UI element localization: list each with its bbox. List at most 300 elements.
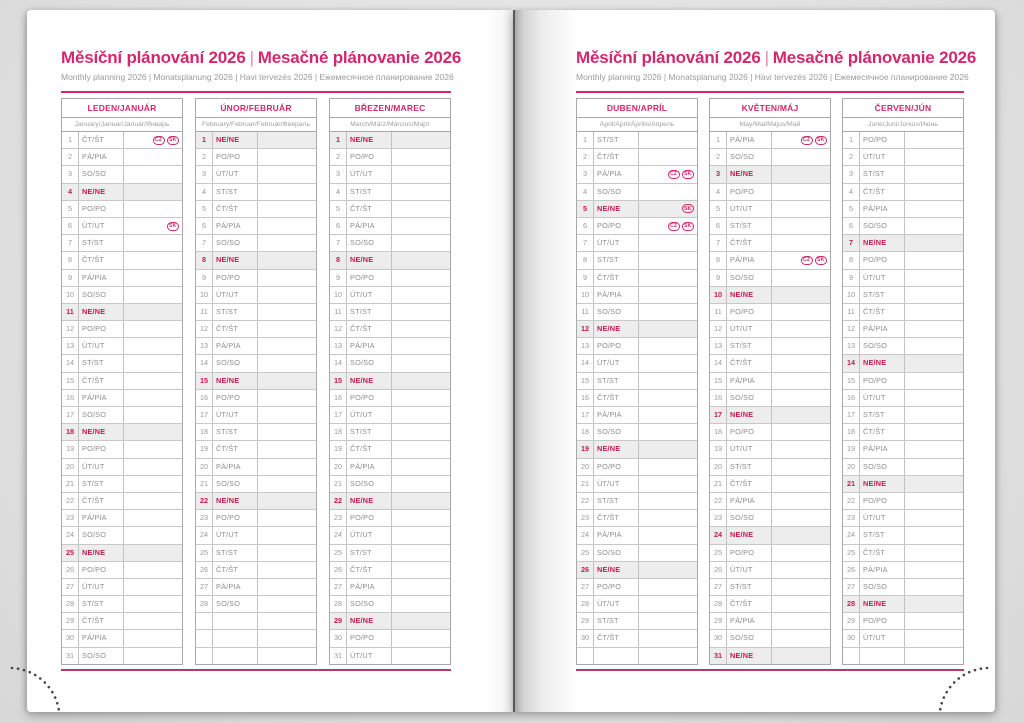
day-row bbox=[196, 509, 316, 526]
day-row bbox=[843, 148, 963, 165]
day-number: 9 bbox=[196, 270, 213, 286]
notes-cell bbox=[392, 527, 450, 543]
notes-cell bbox=[392, 252, 450, 268]
day-number: 21 bbox=[710, 476, 727, 492]
day-number: 4 bbox=[710, 184, 727, 200]
notes-cell bbox=[905, 630, 963, 646]
day-abbr: NE/NE bbox=[347, 493, 392, 509]
day-row bbox=[196, 148, 316, 165]
day-abbr: NE/NE bbox=[594, 201, 639, 217]
day-row bbox=[577, 354, 697, 371]
month-calendar-march bbox=[329, 98, 451, 665]
day-number: 18 bbox=[196, 424, 213, 440]
day-abbr: ČT/ŠT bbox=[213, 321, 258, 337]
day-abbr: PÁ/PIA bbox=[79, 510, 124, 526]
day-abbr: PÁ/PIA bbox=[347, 459, 392, 475]
day-abbr: SO/SO bbox=[213, 355, 258, 371]
day-number: 30 bbox=[330, 630, 347, 646]
day-number: 10 bbox=[196, 287, 213, 303]
notes-cell bbox=[905, 338, 963, 354]
day-number: 3 bbox=[577, 166, 594, 182]
day-number: 7 bbox=[843, 235, 860, 251]
day-abbr: ÚT/UT bbox=[79, 579, 124, 595]
notes-cell bbox=[258, 596, 316, 612]
day-abbr: ÚT/UT bbox=[727, 201, 772, 217]
notes-cell bbox=[124, 304, 182, 320]
day-number: 23 bbox=[710, 510, 727, 526]
day-number: 19 bbox=[577, 441, 594, 457]
day-row bbox=[330, 286, 450, 303]
day-abbr: ÚT/UT bbox=[347, 287, 392, 303]
day-abbr: SO/SO bbox=[213, 596, 258, 612]
notes-cell bbox=[392, 545, 450, 561]
notes-cell bbox=[258, 407, 316, 423]
day-row bbox=[710, 337, 830, 354]
day-row bbox=[710, 492, 830, 509]
day-abbr: NE/NE bbox=[347, 132, 392, 148]
month-subtitle: April/April/Április/Апрель bbox=[577, 118, 697, 132]
day-row bbox=[196, 286, 316, 303]
day-number bbox=[843, 648, 860, 664]
holiday-badge-sk: SK bbox=[682, 204, 694, 213]
page-subtitle: Monthly planning 2026 | Monatsplanung 2026 | Havi tervezés 2026 | Ежемесячное планирование 2026 bbox=[61, 72, 454, 82]
notes-cell bbox=[124, 476, 182, 492]
day-row bbox=[843, 612, 963, 629]
notes-cell bbox=[905, 252, 963, 268]
notes-cell bbox=[772, 235, 830, 251]
notes-cell bbox=[258, 201, 316, 217]
day-number: 18 bbox=[710, 424, 727, 440]
day-row bbox=[62, 132, 182, 148]
day-number: 8 bbox=[843, 252, 860, 268]
day-row bbox=[196, 337, 316, 354]
day-abbr: NE/NE bbox=[79, 424, 124, 440]
day-abbr: ČT/ŠT bbox=[213, 441, 258, 457]
day-number: 11 bbox=[62, 304, 79, 320]
notes-cell bbox=[392, 338, 450, 354]
day-number: 9 bbox=[330, 270, 347, 286]
day-row bbox=[330, 337, 450, 354]
title-separator: | bbox=[249, 48, 254, 67]
day-row bbox=[710, 389, 830, 406]
day-row bbox=[577, 544, 697, 561]
notes-cell bbox=[124, 424, 182, 440]
day-number: 2 bbox=[577, 149, 594, 165]
day-abbr: ST/ST bbox=[79, 596, 124, 612]
day-row bbox=[577, 578, 697, 595]
day-number: 22 bbox=[196, 493, 213, 509]
planner-page-right bbox=[513, 10, 995, 712]
notes-cell bbox=[772, 184, 830, 200]
day-row bbox=[330, 165, 450, 182]
notes-cell bbox=[905, 459, 963, 475]
day-row bbox=[62, 183, 182, 200]
empty-row bbox=[577, 647, 697, 664]
day-number: 8 bbox=[577, 252, 594, 268]
day-number: 9 bbox=[843, 270, 860, 286]
notes-cell bbox=[258, 493, 316, 509]
day-abbr: SO/SO bbox=[594, 545, 639, 561]
notes-cell bbox=[905, 510, 963, 526]
day-row bbox=[196, 251, 316, 268]
day-abbr: ČT/ŠT bbox=[79, 493, 124, 509]
day-row bbox=[62, 440, 182, 457]
day-row bbox=[62, 320, 182, 337]
notes-cell bbox=[124, 235, 182, 251]
notes-cell bbox=[258, 287, 316, 303]
day-abbr: ÚT/UT bbox=[727, 562, 772, 578]
notes-cell bbox=[392, 390, 450, 406]
day-row bbox=[330, 183, 450, 200]
day-number: 19 bbox=[330, 441, 347, 457]
day-number: 30 bbox=[577, 630, 594, 646]
day-row bbox=[62, 561, 182, 578]
day-row bbox=[577, 389, 697, 406]
notes-cell bbox=[772, 407, 830, 423]
day-number: 27 bbox=[577, 579, 594, 595]
notes-cell bbox=[772, 321, 830, 337]
day-abbr: PÁ/PIA bbox=[727, 252, 772, 268]
day-row bbox=[577, 286, 697, 303]
notes-cell bbox=[772, 390, 830, 406]
notes-cell bbox=[124, 252, 182, 268]
day-row bbox=[62, 337, 182, 354]
notes-cell bbox=[772, 493, 830, 509]
notes-cell bbox=[639, 493, 697, 509]
holiday-badge-sk: SK bbox=[815, 256, 827, 265]
day-row bbox=[577, 475, 697, 492]
notes-cell bbox=[905, 424, 963, 440]
notes-cell bbox=[639, 596, 697, 612]
day-abbr: SO/SO bbox=[727, 630, 772, 646]
day-number: 3 bbox=[196, 166, 213, 182]
day-number: 16 bbox=[62, 390, 79, 406]
day-abbr: ÚT/UT bbox=[213, 527, 258, 543]
day-row bbox=[196, 423, 316, 440]
day-row bbox=[843, 595, 963, 612]
day-number: 25 bbox=[196, 545, 213, 561]
day-abbr: ÚT/UT bbox=[213, 287, 258, 303]
notes-cell bbox=[124, 184, 182, 200]
day-abbr: NE/NE bbox=[213, 373, 258, 389]
day-row bbox=[62, 389, 182, 406]
day-row bbox=[196, 234, 316, 251]
day-abbr: PO/PO bbox=[860, 493, 905, 509]
month-name: KVĚTEN/MÁJ bbox=[710, 99, 830, 118]
day-row bbox=[710, 509, 830, 526]
notes-cell bbox=[905, 321, 963, 337]
day-abbr: ČT/ŠT bbox=[727, 355, 772, 371]
day-abbr: ST/ST bbox=[594, 373, 639, 389]
notes-cell bbox=[772, 287, 830, 303]
day-abbr: ČT/ŠT bbox=[860, 424, 905, 440]
notes-cell bbox=[639, 648, 697, 664]
day-row bbox=[577, 183, 697, 200]
day-row bbox=[843, 526, 963, 543]
day-row bbox=[843, 200, 963, 217]
day-number: 11 bbox=[196, 304, 213, 320]
day-number: 17 bbox=[330, 407, 347, 423]
day-row bbox=[710, 286, 830, 303]
day-row bbox=[330, 132, 450, 148]
day-number bbox=[196, 613, 213, 629]
day-number: 18 bbox=[843, 424, 860, 440]
day-number: 23 bbox=[577, 510, 594, 526]
notes-cell bbox=[258, 304, 316, 320]
day-row bbox=[710, 372, 830, 389]
day-row bbox=[330, 440, 450, 457]
day-abbr: PO/PO bbox=[727, 304, 772, 320]
notes-cell bbox=[392, 132, 450, 148]
notes-cell bbox=[258, 510, 316, 526]
day-row bbox=[196, 561, 316, 578]
day-abbr: ÚT/UT bbox=[594, 596, 639, 612]
notes-cell bbox=[392, 562, 450, 578]
notes-cell bbox=[124, 441, 182, 457]
day-abbr: SO/SO bbox=[860, 459, 905, 475]
day-number bbox=[577, 648, 594, 664]
notes-cell bbox=[905, 596, 963, 612]
day-abbr: PÁ/PIA bbox=[594, 166, 639, 182]
notes-cell bbox=[905, 407, 963, 423]
day-abbr: ČT/ŠT bbox=[727, 596, 772, 612]
notes-cell bbox=[905, 441, 963, 457]
notes-cell bbox=[772, 132, 830, 148]
day-abbr: PO/PO bbox=[213, 149, 258, 165]
notes-cell bbox=[392, 373, 450, 389]
day-number: 1 bbox=[710, 132, 727, 148]
day-number: 2 bbox=[196, 149, 213, 165]
day-row bbox=[62, 251, 182, 268]
day-abbr: PO/PO bbox=[860, 373, 905, 389]
day-row bbox=[843, 629, 963, 646]
day-number: 30 bbox=[710, 630, 727, 646]
day-abbr: PO/PO bbox=[347, 149, 392, 165]
day-number: 21 bbox=[330, 476, 347, 492]
notes-cell bbox=[124, 218, 182, 234]
notes-cell bbox=[124, 132, 182, 148]
day-abbr: SO/SO bbox=[860, 338, 905, 354]
notes-cell bbox=[392, 166, 450, 182]
notes-cell bbox=[124, 166, 182, 182]
day-number: 24 bbox=[843, 527, 860, 543]
day-row bbox=[843, 320, 963, 337]
day-number: 26 bbox=[843, 562, 860, 578]
day-row bbox=[710, 148, 830, 165]
notes-cell bbox=[639, 562, 697, 578]
notes-cell bbox=[258, 338, 316, 354]
day-abbr: SO/SO bbox=[594, 304, 639, 320]
day-row bbox=[62, 354, 182, 371]
day-abbr: ST/ST bbox=[860, 166, 905, 182]
notes-cell bbox=[639, 304, 697, 320]
day-abbr: ÚT/UT bbox=[727, 321, 772, 337]
day-abbr: SO/SO bbox=[213, 476, 258, 492]
notes-cell bbox=[258, 613, 316, 629]
day-number: 17 bbox=[577, 407, 594, 423]
notes-cell bbox=[258, 390, 316, 406]
day-abbr: ČT/ŠT bbox=[860, 184, 905, 200]
day-row bbox=[577, 217, 697, 234]
day-number: 7 bbox=[196, 235, 213, 251]
day-number: 3 bbox=[62, 166, 79, 182]
day-number: 25 bbox=[577, 545, 594, 561]
day-number: 23 bbox=[62, 510, 79, 526]
day-row bbox=[843, 544, 963, 561]
day-number: 20 bbox=[62, 459, 79, 475]
day-abbr: ST/ST bbox=[594, 493, 639, 509]
day-row bbox=[577, 612, 697, 629]
day-row bbox=[62, 286, 182, 303]
day-abbr: PÁ/PIA bbox=[727, 132, 772, 148]
notes-cell bbox=[392, 201, 450, 217]
day-abbr: NE/NE bbox=[727, 648, 772, 664]
day-row bbox=[710, 269, 830, 286]
notes-cell bbox=[124, 287, 182, 303]
page-curl-dots-left bbox=[2, 661, 72, 723]
day-row bbox=[577, 526, 697, 543]
day-number: 27 bbox=[710, 579, 727, 595]
day-number: 13 bbox=[843, 338, 860, 354]
notes-cell bbox=[905, 166, 963, 182]
notes-cell bbox=[772, 441, 830, 457]
notes-cell bbox=[772, 596, 830, 612]
day-number: 6 bbox=[196, 218, 213, 234]
day-row bbox=[330, 354, 450, 371]
notes-cell bbox=[258, 579, 316, 595]
day-abbr: NE/NE bbox=[594, 441, 639, 457]
notes-cell bbox=[772, 510, 830, 526]
day-abbr bbox=[213, 648, 258, 664]
day-row bbox=[62, 612, 182, 629]
notes-cell bbox=[905, 476, 963, 492]
day-row bbox=[577, 561, 697, 578]
notes-cell bbox=[258, 527, 316, 543]
day-number: 14 bbox=[62, 355, 79, 371]
notes-cell bbox=[639, 338, 697, 354]
month-calendar-february bbox=[195, 98, 317, 665]
day-row bbox=[62, 595, 182, 612]
day-number: 1 bbox=[577, 132, 594, 148]
notes-cell bbox=[392, 441, 450, 457]
day-row bbox=[62, 217, 182, 234]
day-number: 26 bbox=[330, 562, 347, 578]
day-number: 9 bbox=[577, 270, 594, 286]
notes-cell bbox=[639, 287, 697, 303]
day-number: 1 bbox=[843, 132, 860, 148]
day-row bbox=[843, 440, 963, 457]
day-number: 3 bbox=[710, 166, 727, 182]
day-row bbox=[62, 303, 182, 320]
day-abbr: PO/PO bbox=[594, 338, 639, 354]
day-number: 26 bbox=[577, 562, 594, 578]
day-number: 2 bbox=[62, 149, 79, 165]
day-abbr: NE/NE bbox=[860, 476, 905, 492]
notes-cell bbox=[905, 390, 963, 406]
notes-cell bbox=[392, 459, 450, 475]
day-abbr: PÁ/PIA bbox=[594, 287, 639, 303]
day-abbr: ÚT/UT bbox=[79, 218, 124, 234]
day-row bbox=[843, 234, 963, 251]
day-abbr: SO/SO bbox=[727, 149, 772, 165]
day-row bbox=[62, 423, 182, 440]
day-number: 16 bbox=[196, 390, 213, 406]
day-abbr: PÁ/PIA bbox=[79, 390, 124, 406]
header-rule bbox=[576, 91, 964, 93]
day-row bbox=[843, 389, 963, 406]
holiday-badge-sk: SK bbox=[682, 222, 694, 231]
day-row bbox=[62, 578, 182, 595]
notes-cell bbox=[124, 355, 182, 371]
day-row bbox=[62, 475, 182, 492]
day-abbr: PO/PO bbox=[594, 218, 639, 234]
day-number: 12 bbox=[843, 321, 860, 337]
day-number: 23 bbox=[330, 510, 347, 526]
day-number: 6 bbox=[577, 218, 594, 234]
day-row bbox=[196, 183, 316, 200]
notes-cell bbox=[905, 545, 963, 561]
day-abbr: ÚT/UT bbox=[727, 441, 772, 457]
notes-cell bbox=[392, 304, 450, 320]
day-abbr: PÁ/PIA bbox=[213, 338, 258, 354]
day-abbr: ÚT/UT bbox=[860, 510, 905, 526]
day-number: 22 bbox=[330, 493, 347, 509]
day-row bbox=[710, 200, 830, 217]
day-row bbox=[710, 303, 830, 320]
day-row bbox=[710, 561, 830, 578]
day-abbr: PO/PO bbox=[347, 630, 392, 646]
day-row bbox=[196, 132, 316, 148]
notes-cell bbox=[639, 613, 697, 629]
day-row bbox=[710, 475, 830, 492]
day-abbr: ÚT/UT bbox=[347, 527, 392, 543]
day-row bbox=[196, 269, 316, 286]
day-abbr: ÚT/UT bbox=[594, 355, 639, 371]
day-number: 21 bbox=[577, 476, 594, 492]
day-number: 22 bbox=[843, 493, 860, 509]
day-abbr: PO/PO bbox=[347, 270, 392, 286]
notes-cell bbox=[639, 149, 697, 165]
day-row bbox=[577, 492, 697, 509]
notes-cell bbox=[392, 613, 450, 629]
day-abbr: NE/NE bbox=[347, 373, 392, 389]
notes-cell bbox=[124, 321, 182, 337]
day-number bbox=[196, 630, 213, 646]
day-row bbox=[62, 148, 182, 165]
day-number: 11 bbox=[843, 304, 860, 320]
month-calendar-june bbox=[842, 98, 964, 665]
day-number: 7 bbox=[330, 235, 347, 251]
day-row bbox=[196, 544, 316, 561]
day-number: 12 bbox=[710, 321, 727, 337]
day-abbr: ČT/ŠT bbox=[727, 476, 772, 492]
day-abbr: ST/ST bbox=[213, 184, 258, 200]
day-number: 4 bbox=[62, 184, 79, 200]
day-number: 20 bbox=[710, 459, 727, 475]
notes-cell bbox=[772, 149, 830, 165]
day-abbr: PÁ/PIA bbox=[594, 407, 639, 423]
notes-cell bbox=[772, 373, 830, 389]
day-abbr: ÚT/UT bbox=[213, 166, 258, 182]
day-row bbox=[843, 337, 963, 354]
day-row bbox=[196, 475, 316, 492]
header-rule bbox=[61, 91, 451, 93]
title-separator: | bbox=[764, 48, 769, 67]
day-row bbox=[62, 629, 182, 646]
day-row bbox=[196, 595, 316, 612]
day-row bbox=[843, 561, 963, 578]
day-abbr: PO/PO bbox=[79, 201, 124, 217]
